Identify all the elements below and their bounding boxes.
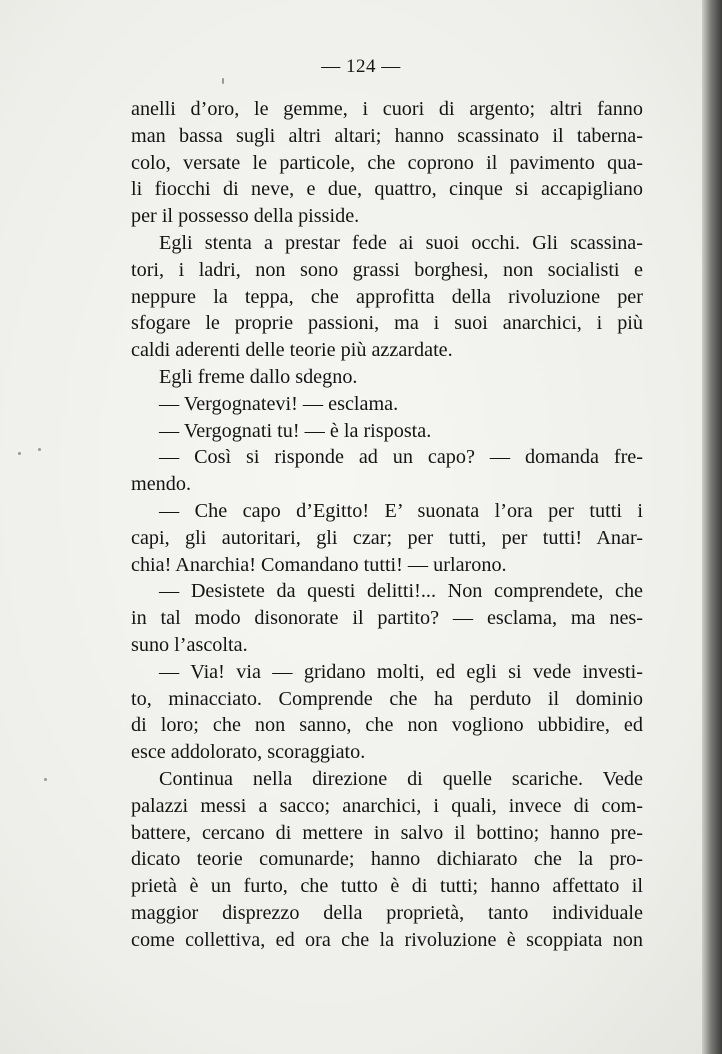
- text-line: caldi aderenti delle teorie più azzardate.: [131, 339, 453, 362]
- text-line: in tal modo disonorate il partito? — esclama, ma nes-: [131, 607, 643, 630]
- text-line: Egli freme dallo sdegno.: [159, 365, 358, 388]
- body-text: [131, 96, 643, 954]
- text-line: neppure la teppa, che approfitta della rivoluzione per: [131, 285, 643, 308]
- paper-speck: [38, 448, 41, 451]
- text-line: — Vergognatevi! — esclama.: [159, 392, 399, 415]
- text-line: palazzi messi a sacco; anarchici, i quali, invece di com-: [131, 794, 643, 817]
- text-line: come collettiva, ed ora che la rivoluzione è scoppiata non: [131, 928, 643, 951]
- text-line: prietà è un furto, che tutto è di tutti; hanno affettato il: [131, 875, 643, 898]
- text-line: mendo.: [131, 473, 191, 496]
- text-line: — Desistete da questi delitti!... Non comprendete, che: [159, 580, 643, 603]
- text-line: dicato teorie comunarde; hanno dichiarato che la pro-: [131, 848, 643, 871]
- text-line: — Che capo d’Egitto! E’ suonata l’ora per tutti i: [159, 499, 643, 522]
- text-line: — Così si risponde ad un capo? — domanda fre-: [159, 446, 643, 469]
- text-line: per il possesso della pisside.: [131, 205, 360, 228]
- page-edge-shadow: [702, 0, 722, 1054]
- text-line: capi, gli autoritari, gli czar; per tutti, per tutti! Anar-: [131, 526, 643, 549]
- text-line: li fiocchi di neve, e due, quattro, cinque si accapigliano: [131, 178, 643, 201]
- text-line: Continua nella direzione di quelle scariche. Vede: [159, 767, 643, 790]
- text-line: esce addolorato, scoraggiato.: [131, 741, 366, 764]
- text-line: battere, cercano di mettere in salvo il bottino; hanno pre-: [131, 821, 643, 844]
- text-line: tori, i ladri, non sono grassi borghesi, non socialisti e: [131, 258, 643, 281]
- text-line: to, minacciato. Comprende che ha perduto il dominio: [131, 687, 643, 710]
- page-number: — 124 —: [321, 56, 401, 77]
- paper-speck: [18, 452, 21, 455]
- text-line: maggior disprezzo della proprietà, tanto individuale: [131, 901, 643, 924]
- text-line: anelli d’oro, le gemme, i cuori di argento; altri fanno: [131, 98, 643, 120]
- paper-speck: [44, 778, 47, 781]
- text-line: Egli stenta a prestar fede ai suoi occhi. Gli scassina-: [159, 231, 643, 254]
- text-line: sfogare le proprie passioni, ma i suoi anarchici, i più: [131, 312, 643, 335]
- text-line: — Vergognati tu! — è la risposta.: [159, 419, 432, 442]
- text-line: — Via! via — gridano molti, ed egli si vede investi-: [159, 660, 643, 683]
- text-line: di loro; che non sanno, che non vogliono ubbidire, ed: [131, 714, 643, 737]
- text-line: colo, versate le particole, che coprono il pavimento qua-: [131, 151, 643, 174]
- text-line: suno l’ascolta.: [131, 633, 248, 656]
- paper-speck: [222, 78, 224, 84]
- text-line: chia! Anarchia! Comandano tutti! — urlarono.: [131, 553, 507, 576]
- text-line: man bassa sugli altri altari; hanno scassinato il taberna-: [131, 124, 643, 147]
